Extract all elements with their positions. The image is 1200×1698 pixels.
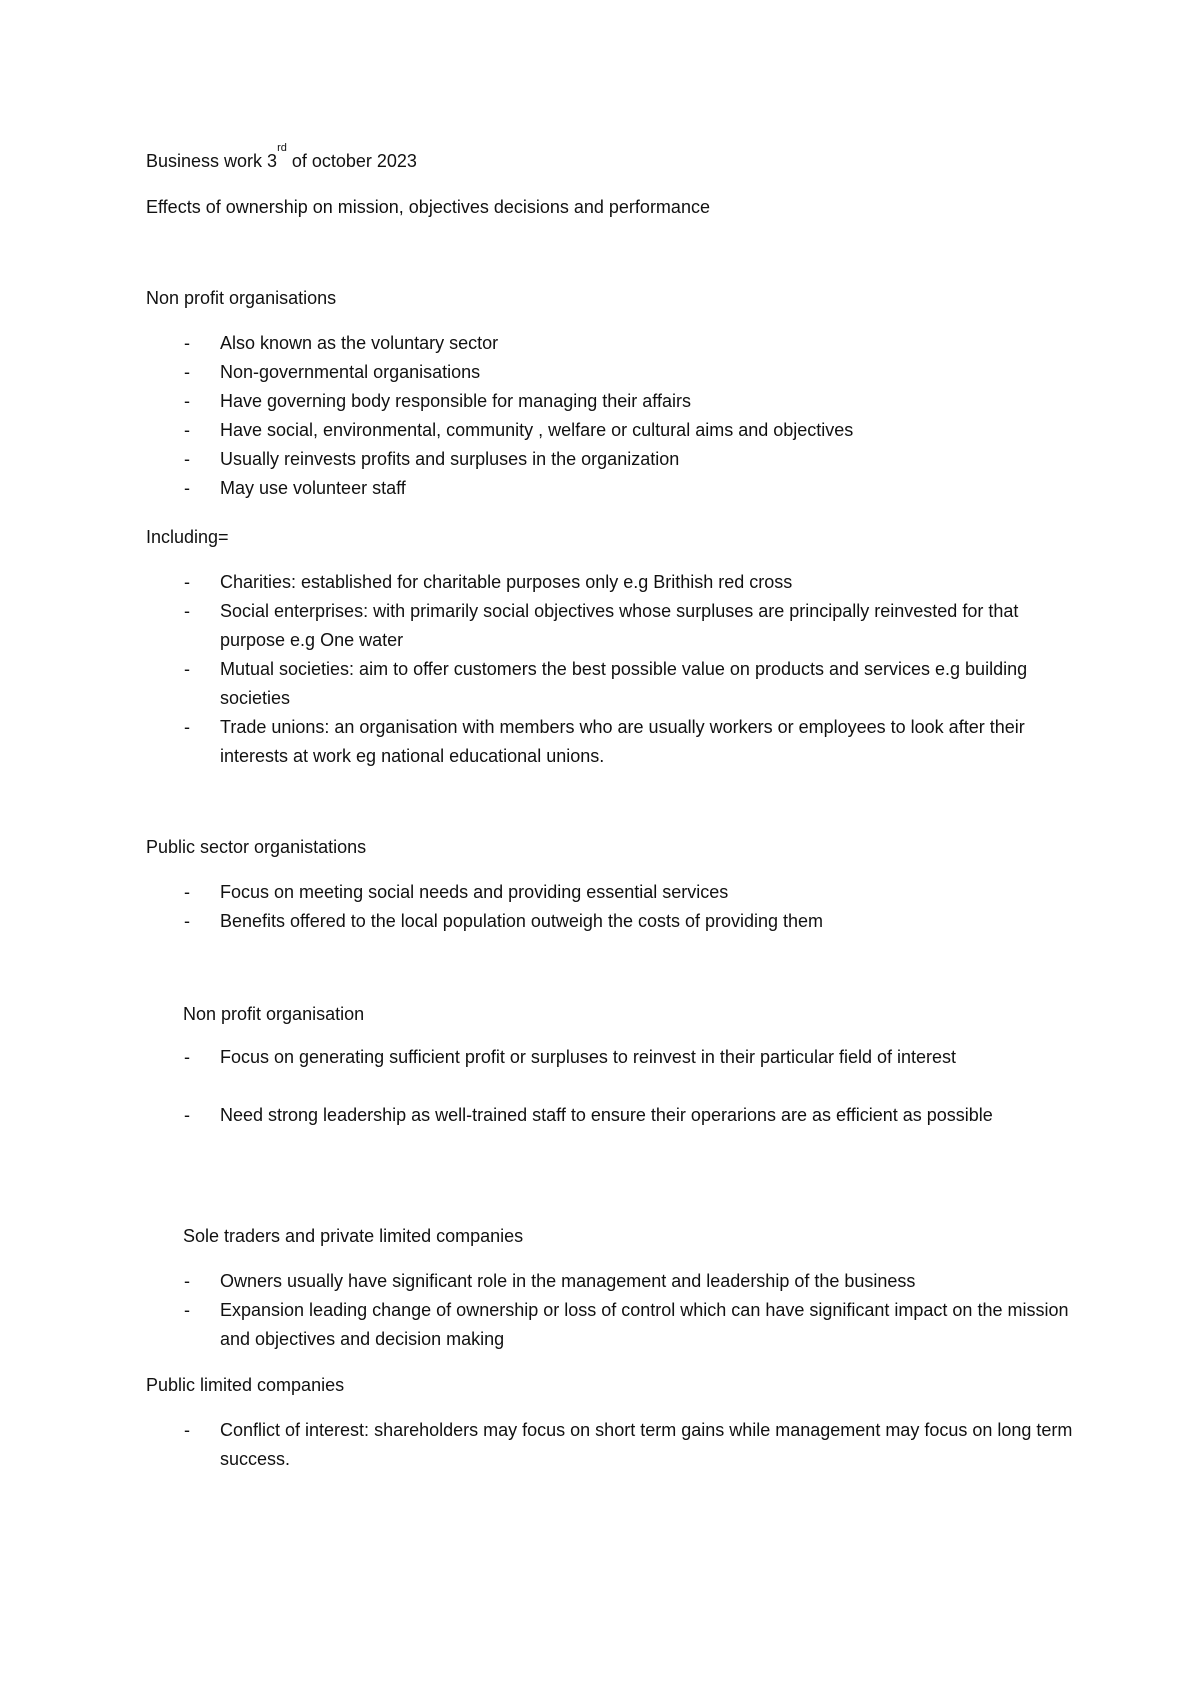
list-item-text: Usually reinvests profits and surpluses in the organization [220,449,680,469]
section-heading: Non profit organisation [183,1004,365,1024]
list-item [184,358,1084,387]
list-item [184,713,1084,771]
list-item [184,878,1084,907]
bullet-dash: - [184,362,190,382]
section-heading: Including= [146,527,229,547]
list-item [184,1267,1084,1296]
list-item-text: Mutual societies: aim to offer customers the best possible value on products and services e.g building societies [220,659,1028,708]
section-heading: Sole traders and private limited companies [183,1226,524,1246]
bullet-dash: - [184,717,190,737]
list-item [184,387,1084,416]
list-item [184,329,1084,358]
list-item-text: Expansion leading change of ownership or loss of control which can have significant impact on the mission and objectives and decision making [220,1300,1069,1349]
list-item [184,445,1084,474]
list-item [184,1043,1084,1072]
list-item-text: May use volunteer staff [220,478,406,498]
bullet-dash: - [184,601,190,621]
bullet-dash: - [184,420,190,440]
bullet-dash: - [184,333,190,353]
list-item [184,1101,1084,1130]
list-item [184,416,1084,445]
bullet-dash: - [184,478,190,498]
bullet-dash: - [184,659,190,679]
list-item-text: Trade unions: an organisation with members who are usually workers or employees to look after their interests at work eg national educational unions. [220,717,1025,766]
title-superscript: rd [277,142,287,154]
bullet-dash: - [184,1300,190,1320]
bullet-dash: - [184,572,190,592]
section-heading: Non profit organisations [146,288,337,308]
list-item-text: Conflict of interest: shareholders may focus on short term gains while management may focus on long term success. [220,1420,1073,1469]
list-item-text: Need strong leadership as well-trained staff to ensure their operarions are as efficient as possible [220,1105,993,1125]
list-item [184,907,1084,936]
list-item [184,474,1084,503]
bullet-dash: - [184,1271,190,1291]
list-item-text: Have governing body responsible for managing their affairs [220,391,691,411]
list-item-text: Benefits offered to the local population outweigh the costs of providing them [220,911,824,931]
bullet-dash: - [184,1047,190,1067]
section-heading: Public sector organistations [146,837,367,857]
bullet-dash: - [184,882,190,902]
bullet-dash: - [184,911,190,931]
list-item-text: Owners usually have significant role in the management and leadership of the business [220,1271,916,1291]
bullet-dash: - [184,449,190,469]
title-text-end: of october 2023 [286,151,417,171]
list-item-text: Non-governmental organisations [220,362,481,382]
list-item [184,655,1084,713]
list-item-text: Social enterprises: with primarily social objectives whose surpluses are principally reinvested for that purpose e.g One water [220,601,1019,650]
section-heading: Public limited companies [146,1375,345,1395]
list-item-text: Focus on generating sufficient profit or surpluses to reinvest in their particular field of interest [220,1047,957,1067]
list-item [184,568,1084,597]
list-item-text: Also known as the voluntary sector [220,333,499,353]
document-title [146,142,417,172]
title-text: Business work 3 [146,151,278,171]
bullet-dash: - [184,1105,190,1125]
bullet-dash: - [184,1420,190,1440]
document-subtitle: Effects of ownership on mission, objectives decisions and performance [146,197,710,217]
list-item [184,1296,1084,1354]
bullet-dash: - [184,391,190,411]
list-item [184,1416,1084,1474]
list-item-text: Have social, environmental, community , welfare or cultural aims and objectives [220,420,854,440]
list-item-text: Focus on meeting social needs and providing essential services [220,882,729,902]
list-item-text: Charities: established for charitable purposes only e.g Brithish red cross [220,572,793,592]
list-item [184,597,1084,655]
